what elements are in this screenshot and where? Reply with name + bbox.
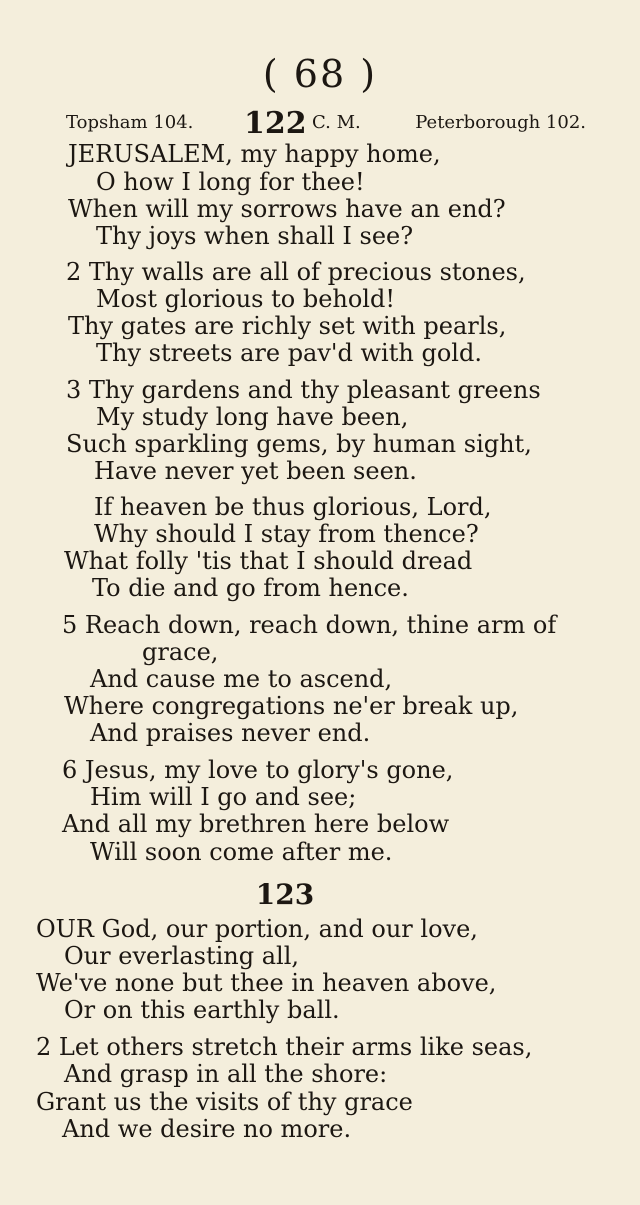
verse-line: If heaven be thus glorious, Lord,	[94, 493, 492, 521]
page-number: ( 68 )	[262, 52, 378, 96]
verse-line: Why should I stay from thence?	[94, 520, 479, 548]
verse-line: Thy streets are pav'd with gold.	[96, 339, 482, 367]
meter-label: C. M.	[312, 112, 361, 133]
verse-line: JERUSALEM, my happy home,	[68, 140, 441, 168]
verse-line: What folly 'tis that I should dread	[64, 547, 473, 575]
hymn-header	[66, 106, 586, 140]
hymn-number-123: 123	[255, 878, 315, 911]
verse-line: Will soon come after me.	[90, 838, 393, 866]
verse-line: When will my sorrows have an end?	[68, 195, 506, 223]
verse-line: To die and go from hence.	[92, 574, 409, 602]
verse-line: And cause me to ascend,	[90, 665, 393, 693]
verse-line: My study long have been,	[96, 403, 409, 431]
hymn-number: 122	[244, 106, 307, 141]
verse-line: Where congregations ne'er break up,	[64, 692, 519, 720]
verse-line: Thy gates are richly set with pearls,	[68, 312, 507, 340]
verse-line: Him will I go and see;	[90, 783, 357, 811]
verse-line: 3 Thy gardens and thy pleasant greens	[66, 376, 541, 404]
verse-line: Such sparkling gems, by human sight,	[66, 430, 532, 458]
verse-line: 5 Reach down, reach down, thine arm of	[62, 611, 557, 639]
verse-line: And praises never end.	[90, 719, 371, 747]
verse-line: We've none but thee in heaven above,	[36, 969, 497, 997]
verse-line: And we desire no more.	[62, 1115, 352, 1143]
verse-line: O how I long for thee!	[96, 168, 365, 196]
verse-line: OUR God, our portion, and our love,	[36, 915, 478, 943]
tune-name-left: Topsham 104.	[66, 112, 194, 133]
verse-line: Our everlasting all,	[64, 942, 300, 970]
verse-line: And grasp in all the shore:	[64, 1060, 388, 1088]
verse-line: Or on this earthly ball.	[64, 996, 340, 1024]
verse-line: And all my brethren here below	[62, 810, 450, 838]
tune-name-right: Peterborough 102.	[415, 112, 586, 133]
verse-line: 2 Let others stretch their arms like seas,	[36, 1033, 533, 1061]
verse-line: 6 Jesus, my love to glory's gone,	[62, 756, 454, 784]
verse-line: Have never yet been seen.	[94, 457, 417, 485]
verse-line: Most glorious to behold!	[96, 285, 395, 313]
verse-line: Grant us the visits of thy grace	[36, 1088, 413, 1116]
verse-line: grace,	[142, 638, 219, 666]
verse-line: 2 Thy walls are all of precious stones,	[66, 258, 526, 286]
verse-line: Thy joys when shall I see?	[96, 222, 414, 250]
